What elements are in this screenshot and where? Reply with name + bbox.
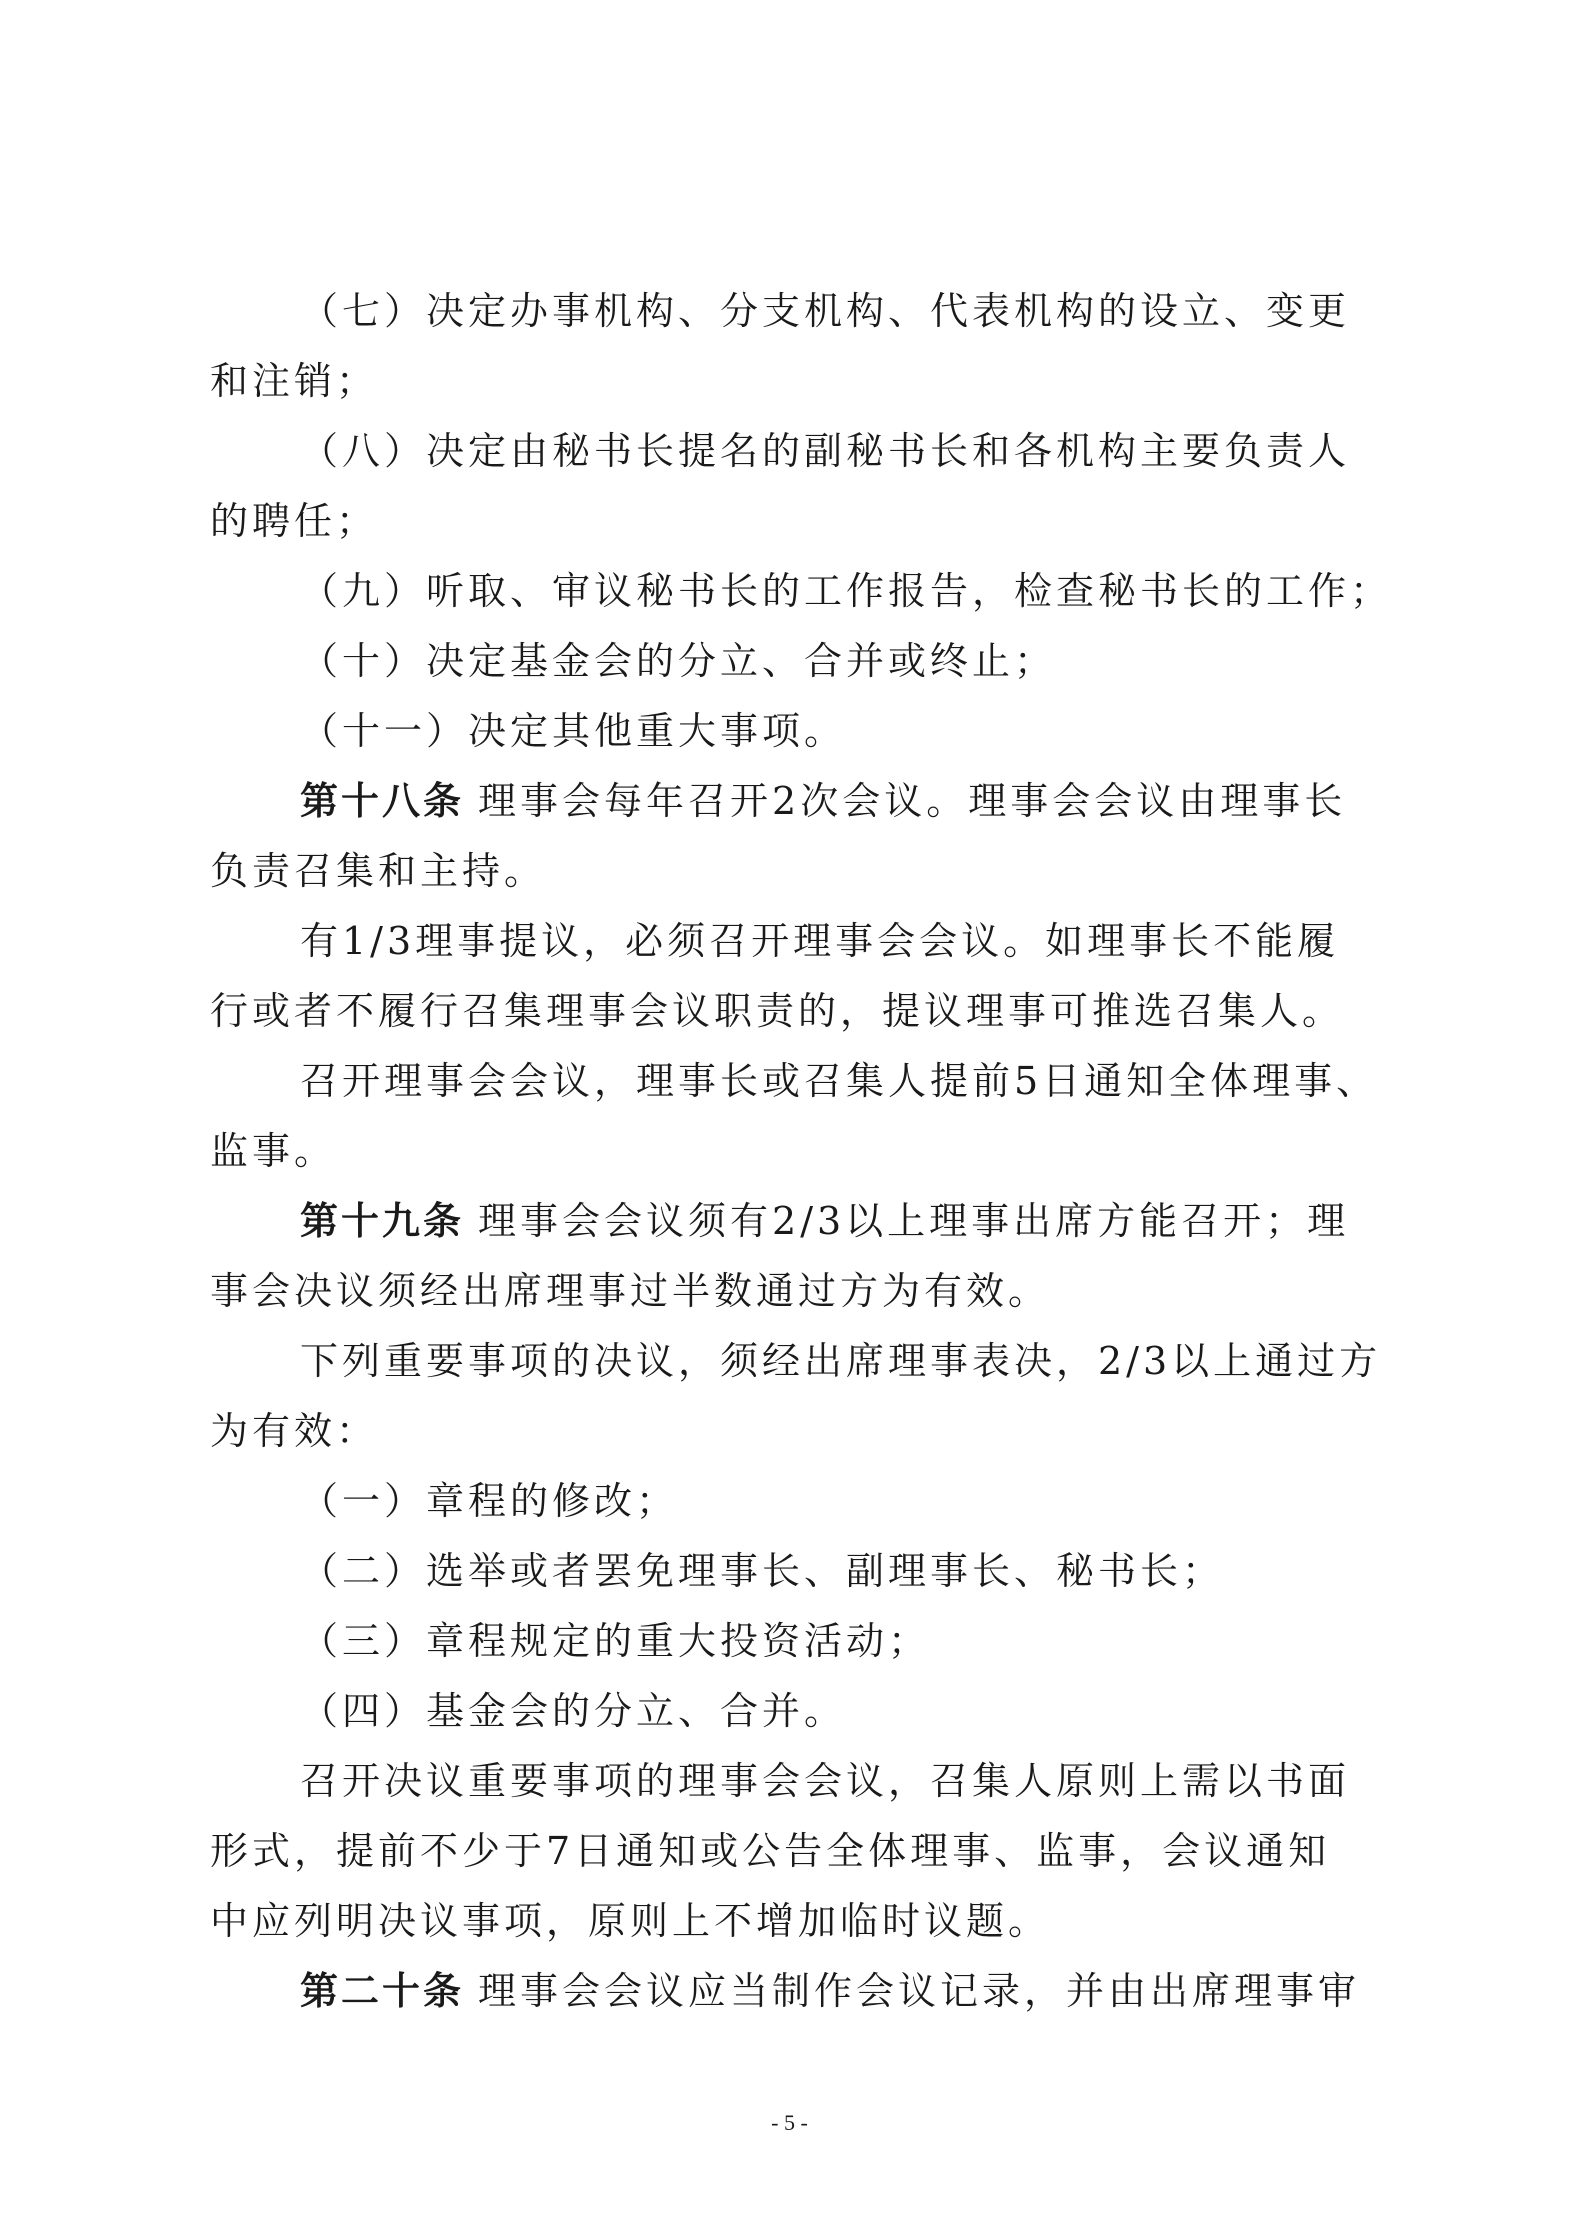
line-text: （九）听取、审议秘书长的工作报告，检查秘书长的工作； [300,569,1393,613]
line-text: 召开决议重要事项的理事会会议，召集人原则上需以书面 [300,1759,1351,1803]
article-19-line [210,1186,1386,1256]
paragraph-line [210,836,1386,906]
line-text: （十）决定基金会的分立、合并或终止； [300,639,1057,683]
line-text: （八）决定由秘书长提名的副秘书长和各机构主要负责人 [300,429,1351,473]
paragraph-line [210,1606,1386,1676]
article-heading: 第十八条 [300,779,465,823]
line-text: 中应列明决议事项，原则上不增加临时议题。 [210,1899,1051,1943]
page-number: - 5 - [771,2110,808,2135]
paragraph-line [210,346,1386,416]
paragraph-line [210,1676,1386,1746]
line-text: 行或者不履行召集理事会议职责的，提议理事可推选召集人。 [210,989,1345,1033]
line-text: （七）决定办事机构、分支机构、代表机构的设立、变更 [300,289,1351,333]
paragraph-line [210,1466,1386,1536]
line-text: 理事会每年召开2次会议。理事会会议由理事长 [478,779,1347,823]
line-text: 事会决议须经出席理事过半数通过方为有效。 [210,1269,1051,1313]
line-text: （十一）决定其他重大事项。 [300,709,847,753]
line-text: （一）章程的修改； [300,1479,679,1523]
line-text: 的聘任； [210,499,379,543]
paragraph-line [210,1326,1386,1396]
article-heading: 第十九条 [300,1199,465,1243]
paragraph-line [210,1746,1386,1816]
paragraph-line [210,276,1386,346]
paragraph-line [210,626,1386,696]
line-text: （二）选举或者罢免理事长、副理事长、秘书长； [300,1549,1225,1593]
line-text: 监事。 [210,1129,337,1173]
paragraph-line [210,486,1386,556]
paragraph-line [210,976,1386,1046]
line-text: 理事会会议须有2/3以上理事出席方能召开；理 [478,1199,1350,1243]
paragraph-line [210,1886,1386,1956]
paragraph-line [210,906,1386,976]
paragraph-line [210,1116,1386,1186]
line-text: 理事会会议应当制作会议记录，并由出席理事审 [478,1969,1361,2013]
paragraph-line [210,1256,1386,1326]
article-heading: 第二十条 [300,1969,465,2013]
article-20-line [210,1956,1386,2026]
line-text: 为有效： [210,1409,379,1453]
line-text: 有1/3理事提议，必须召开理事会会议。如理事长不能履 [300,919,1340,963]
line-text: 下列重要事项的决议，须经出席理事表决，2/3以上通过方 [300,1339,1382,1383]
line-text: 负责召集和主持。 [210,849,547,893]
paragraph-line [210,696,1386,766]
paragraph-line [210,1816,1386,1886]
line-text: （三）章程规定的重大投资活动； [300,1619,931,1663]
paragraph-line [210,1536,1386,1606]
body-text [210,276,1393,2026]
line-text: 召开理事会会议，理事长或召集人提前5日通知全体理事、 [300,1059,1379,1103]
paragraph-line [210,416,1386,486]
paragraph-line [210,1046,1386,1116]
line-text: 形式，提前不少于7日通知或公告全体理事、监事，会议通知 [210,1829,1331,1873]
article-18-line [210,766,1386,836]
line-text: 和注销； [210,359,379,403]
line-text: （四）基金会的分立、合并。 [300,1689,847,1733]
paragraph-line [210,1396,1386,1466]
paragraph-line [210,556,1393,626]
